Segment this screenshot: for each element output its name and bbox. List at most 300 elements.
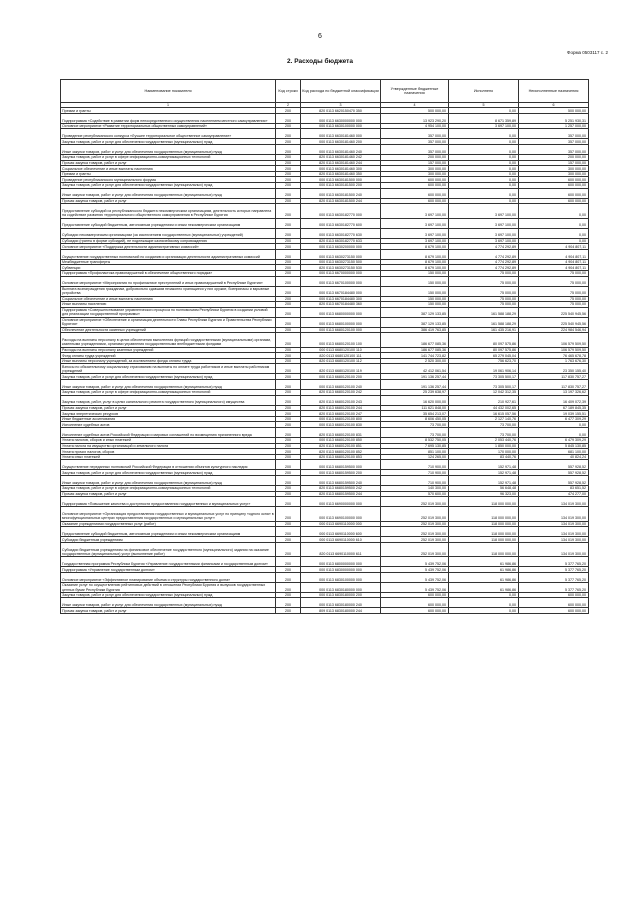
row-done: 170 000,00 [449,449,519,455]
row-kbk: 000 0113 6830180000 240 [301,598,381,608]
row-code: 200 [276,454,301,460]
row-approved: 8 532 750,05 [381,438,449,444]
row-approved: 3 697 100,00 [381,218,449,228]
row-left: 0,00 [519,422,589,428]
row-code: 200 [276,405,301,411]
row-code: 200 [276,592,301,598]
row-left: 600 000,00 [519,177,589,183]
row-name: Уплата налога на имущество организаций и земельного налога [61,443,276,449]
section-title: 2. Расходы бюджета [287,58,353,65]
row-left: 0,00 [519,218,589,228]
row-name: Выплата вознаграждения гражданам, добровольно сдавшим незаконно хранящиеся у них оружие, боеприпасы и взрывные устройства [61,286,276,296]
row-approved: 73 700,00 [381,428,449,438]
row-code: 200 [276,443,301,449]
form-code: Форма 0503117 с. 2 [567,50,608,55]
row-kbk: 000 0113 6690000000 000 [301,497,381,507]
row-done: 0,00 [449,139,519,145]
row-name: Субсидии (гранты в форме субсидий), не подлежащие казначейскому сопровождению [61,238,276,244]
row-approved: 200 000,00 [381,154,449,160]
row-kbk: 820 0113 6680120100 244 [301,405,381,411]
row-name: Подпрограмма «Совершенствование управленческого процесса по полномочиям Республики Бурятия в создании условий для реализации государственной программы» [61,307,276,317]
row-kbk: 000 0113 6680120100 000 [301,327,381,333]
table-row [61,497,589,507]
row-code: 200 [276,608,301,614]
row-left: 300 000,00 [519,171,589,177]
row-code: 200 [276,244,301,250]
row-kbk: 000 0113 6630200000 000 [301,244,381,250]
row-approved: 600 000,00 [381,188,449,198]
row-left: 357 000,00 [519,129,589,139]
row-name: Уплата прочих налогов, сборов [61,449,276,455]
table-row [61,139,589,145]
table-row [61,307,589,317]
row-left: 6 477 309,29 [519,416,589,422]
table-row [61,129,589,139]
row-code: 200 [276,123,301,129]
row-done: 80 097 575,86 [449,347,519,353]
table-row [61,270,589,276]
table-row [61,608,589,614]
table-row [61,475,589,485]
row-name: Прочая закупка товаров, работ и услуг [61,160,276,166]
row-name: Иные закупки товаров, работ и услуг для обеспечения государственных (муниципальных) нужд [61,475,276,485]
row-left: 134 019 300,00 [519,527,589,537]
row-code: 200 [276,270,301,276]
row-left: 16 409 072,39 [519,395,589,405]
row-approved: 387 129 133,85 [381,307,449,317]
row-kbk: 000 0113 6630181500 000 [301,177,381,183]
row-code: 200 [276,598,301,608]
row-left: 117 830 757,27 [519,380,589,390]
row-approved: 8 679 100,00 [381,249,449,259]
header-name: Наименование показателя [61,80,276,103]
row-code: 200 [276,259,301,265]
row-approved: 252 019 300,00 [381,542,449,556]
row-name: Основное мероприятие «Обеспечение и организация деятельности Главы Республики Бурятия и Правительства Республики Бурятия» [61,317,276,327]
row-kbk: 820 0113 6680120100 831 [301,428,381,438]
row-code: 200 [276,144,301,154]
row-done: 44 432 002,65 [449,405,519,411]
row-done: 152 971,48 [449,470,519,476]
row-done: 0,00 [449,608,519,614]
table-row [61,380,589,390]
row-left: 5 377 765,20 [519,567,589,573]
row-code: 200 [276,572,301,582]
table-row [61,364,589,374]
row-kbk: 000 0113 6680120100 200 [301,374,381,380]
row-approved: 600 000,00 [381,182,449,188]
row-kbk: 820 0113 6680120100 242 [301,390,381,396]
row-done: 2 053 440,76 [449,438,519,444]
row-done: 3 697 100,00 [449,123,519,129]
table-row [61,470,589,476]
row-kbk: 820 0113 6680120100 119 [301,364,381,374]
row-name: Основное мероприятие «Развитие территориальных общественных самоуправлений» [61,123,276,129]
row-left: 157 000,00 [519,160,589,166]
row-left: 75 000,00 [519,276,589,286]
row-left: 0,00 [519,204,589,218]
row-approved: 570 600,00 [381,491,449,497]
row-kbk: 000 0113 6630181460 240 [301,144,381,154]
table-row [61,177,589,183]
column-number: 1 [61,103,276,108]
row-approved: 357 000,00 [381,129,449,139]
row-done: 152 971,48 [449,475,519,485]
row-code: 200 [276,521,301,527]
row-code: 200 [276,428,301,438]
column-number: 2 [276,103,301,108]
table-row [61,317,589,327]
row-done: 0,00 [449,166,519,172]
row-left: 357 000,00 [519,139,589,145]
column-number: 3 [301,103,381,108]
table-row [61,244,589,250]
row-kbk: 000 0113 6690110000 000 [301,521,381,527]
row-left: 4 904 807,11 [519,265,589,271]
header-approved: Утвержденные бюджетные назначения [381,80,449,103]
row-code: 200 [276,317,301,327]
row-approved: 357 000,00 [381,144,449,154]
row-code: 200 [276,395,301,405]
row-left: 357 000,00 [519,144,589,154]
row-done: 96 323,00 [449,491,519,497]
row-code: 200 [276,108,301,114]
row-approved: 851 100,00 [381,449,449,455]
table-row [61,395,589,405]
row-name: Закупка товаров, работ и услуг в сфере информационно-коммуникационных технологий [61,154,276,160]
row-left: 75 000,00 [519,302,589,308]
table-row [61,592,589,598]
row-name: Проведение республиканского конкурса «Лучшее территориальное общественное самоуправление» [61,129,276,139]
row-name: Межбюджетные трансферты [61,259,276,265]
row-name: Социальное обеспечение и иные выплаты населению [61,166,276,172]
row-approved: 191 136 257,44 [381,374,449,380]
row-code: 200 [276,507,301,521]
row-kbk: 809 0113 6830180000 244 [301,608,381,614]
row-code: 200 [276,177,301,183]
row-done: 0,00 [449,108,519,114]
row-approved: 600 000,00 [381,198,449,204]
row-done: 75 000,00 [449,270,519,276]
row-kbk: 000 0113 6670184480 000 [301,286,381,296]
row-done: 73 305 500,17 [449,374,519,380]
row-kbk: 820 0113 6630181460 244 [301,160,381,166]
row-left: 4 904 807,11 [519,259,589,265]
row-code: 200 [276,411,301,417]
row-done: 73 305 500,17 [449,380,519,390]
row-approved: 5 439 752,06 [381,572,449,582]
row-left: 0,00 [519,238,589,244]
row-code: 200 [276,333,301,347]
row-code: 200 [276,286,301,296]
row-left: 40 824,24 [519,454,589,460]
table-row [61,358,589,364]
row-left: 600 000,00 [519,198,589,204]
row-code: 200 [276,296,301,302]
row-left: 83 651,52 [519,485,589,491]
row-code: 200 [276,249,301,259]
expenses-table [60,79,589,614]
row-name: Подпрограмма «Управление государственным долгом» [61,567,276,573]
row-left: 600 000,00 [519,182,589,188]
row-kbk: 000 0113 6680120100 240 [301,380,381,390]
row-name: Премии и гранты [61,108,276,114]
row-done: 161 435 216,91 [449,327,519,333]
row-left: 681 100,00 [519,449,589,455]
row-approved: 387 129 133,85 [381,317,449,327]
row-kbk: 000 0113 6680159500 200 [301,470,381,476]
row-approved: 150 000,00 [381,286,449,296]
row-name: Прочая закупка товаров, работ и услуг [61,198,276,204]
row-done: 0,00 [449,182,519,188]
row-approved: 5 439 752,06 [381,582,449,592]
row-kbk: 000 0113 6630181460 200 [301,139,381,145]
row-left: 0,00 [519,228,589,238]
row-approved: 35 654 213,07 [381,411,449,417]
row-approved: 186 677 085,36 [381,333,449,347]
row-left: 0,00 [519,428,589,438]
row-done: 19 061 906,14 [449,364,519,374]
row-code: 200 [276,449,301,455]
row-code: 200 [276,380,301,390]
row-code: 200 [276,302,301,308]
row-left: 75 000,00 [519,270,589,276]
row-done: 210 927,61 [449,395,519,405]
row-kbk: 820 0113 6680120100 852 [301,449,381,455]
row-name: Проведение республиканского муниципального форума [61,177,276,183]
row-left: 600 000,00 [519,608,589,614]
row-done: 161 588 188,29 [449,307,519,317]
row-done: 118 000 000,00 [449,527,519,537]
column-number: 5 [449,103,519,108]
row-done: 118 000 000,00 [449,497,519,507]
row-left: 6 479 309,29 [519,438,589,444]
table-row [61,166,589,172]
row-name: Прочая закупка товаров, работ и услуг [61,405,276,411]
row-code: 200 [276,470,301,476]
header-done: Исполнено [449,80,519,103]
row-kbk: 000 0113 6670000000 000 [301,270,381,276]
row-code: 200 [276,276,301,286]
row-name: Прочая закупка товаров, работ и услуг [61,608,276,614]
row-approved: 500 000,00 [381,108,449,114]
row-approved: 150 000,00 [381,276,449,286]
table-row [61,113,589,123]
row-done: 0,00 [449,144,519,154]
table-row [61,527,589,537]
row-left: 19 039 155,51 [519,411,589,417]
row-name: Иные закупки товаров, работ и услуг для обеспечения государственных (муниципальных) нужд [61,598,276,608]
row-code: 200 [276,527,301,537]
row-done: 3 697 100,00 [449,204,519,218]
row-approved: 600 000,00 [381,177,449,183]
row-name: Основное мероприятие «Поддержка деятельности административных комиссий» [61,244,276,250]
row-done: 0,00 [449,592,519,598]
row-kbk: 820 0113 6680120100 112 [301,358,381,364]
row-kbk: 820 0113 6680120100 853 [301,454,381,460]
row-done: 756 623,70 [449,358,519,364]
table-row [61,507,589,521]
row-left: 4 904 807,11 [519,249,589,259]
row-done: 0,00 [449,160,519,166]
row-approved: 157 000,00 [381,160,449,166]
row-kbk: 000 0113 6690110000 610 [301,537,381,543]
row-left: 557 928,52 [519,475,589,485]
row-name: Фонд оплаты труда учреждений [61,353,276,359]
row-name: Исполнение судебных актов [61,422,276,428]
row-name: Иные закупки товаров, работ и услуг для обеспечения государственных (муниципальных) нужд [61,188,276,198]
row-name: Оказание услуг по осуществлению рейтинговых действий в отношении Республики Бурятия и выпусков государственных ценных бумаг Республики Бурятия [61,582,276,592]
row-approved: 150 000,00 [381,296,449,302]
table-row [61,582,589,592]
row-left: 75 000,00 [519,286,589,296]
row-kbk: 820 0113 6690110000 611 [301,542,381,556]
row-name: Основное мероприятие «Мероприятия по профилактике преступлений и иных правонарушений в Республике Бурятия» [61,276,276,286]
row-approved: 710 900,00 [381,475,449,485]
row-left: 500 000,00 [519,108,589,114]
table-row [61,460,589,470]
row-approved: 141 744 723,82 [381,353,449,359]
row-done: 75 000,00 [449,276,519,286]
table-row [61,428,589,438]
row-kbk: 000 0113 6690110000 600 [301,527,381,537]
row-done: 75 000,00 [449,286,519,296]
row-left: 474 277,00 [519,491,589,497]
row-approved: 8 606 450,05 [381,416,449,422]
row-done: 2 127 140,76 [449,416,519,422]
row-kbk: 000 0113 6830180000 000 [301,582,381,592]
table-row [61,333,589,347]
row-code: 200 [276,166,301,172]
row-name: Премии и гранты [61,171,276,177]
row-code: 200 [276,238,301,244]
row-code: 200 [276,154,301,160]
header-left: Неисполненные назначения [519,80,589,103]
row-left: 600 000,00 [519,592,589,598]
row-approved: 5 439 752,06 [381,557,449,567]
row-left: 224 984 546,94 [519,327,589,333]
row-kbk: 000 0113 6670100000 000 [301,276,381,286]
row-done: 118 000 000,00 [449,537,519,543]
row-done: 75 000,00 [449,296,519,302]
row-kbk: 820 0113 6680120100 247 [301,411,381,417]
table-row [61,572,589,582]
row-left: 134 019 300,00 [519,521,589,527]
row-done: 1 850 000,00 [449,443,519,449]
table-row [61,557,589,567]
row-done: 73 700,00 [449,428,519,438]
row-done: 0,00 [449,154,519,160]
row-done: 4 774 292,89 [449,265,519,271]
row-code: 200 [276,438,301,444]
row-left: 106 579 509,50 [519,333,589,347]
row-left: 75 000,00 [519,296,589,302]
row-left: 5 845 130,85 [519,443,589,449]
row-name: Предоставление субсидий бюджетным, автономным учреждениям и иным некоммерческим организациям [61,218,276,228]
row-code: 200 [276,228,301,238]
row-name: Подпрограмма «Профилактика правонарушений в обеспечение общественного порядка» [61,270,276,276]
row-kbk: 000 0113 6630100000 000 [301,123,381,129]
table-row [61,249,589,259]
row-left: 225 540 945,56 [519,307,589,317]
row-code: 200 [276,307,301,317]
row-done: 61 986,86 [449,582,519,592]
table-row [61,521,589,527]
row-kbk: 000 0113 6630182770 630 [301,228,381,238]
row-name: Расходы на выплаты персоналу казенных учреждений [61,347,276,353]
row-code: 200 [276,160,301,166]
table-row [61,204,589,218]
row-kbk: 820 0113 6630181500 244 [301,198,381,204]
row-approved: 2 520 300,00 [381,358,449,364]
table-row [61,374,589,380]
row-done: 0,00 [449,188,519,198]
row-left: 134 019 300,00 [519,537,589,543]
row-approved: 710 900,00 [381,460,449,470]
row-left: 117 830 757,27 [519,374,589,380]
row-name: Закупка товаров, работ и услуг в сфере информационно-коммуникационных технологий [61,390,276,396]
row-name: Основное мероприятие «Эффективное планирование объема и структуры государственного долга» [61,572,276,582]
header-code: Код строки [276,80,301,103]
row-code: 200 [276,460,301,470]
row-kbk: 820 0113 6630182770 633 [301,238,381,244]
row-kbk: 820 0113 6680120100 243 [301,395,381,405]
row-approved: 150 000,00 [381,270,449,276]
row-done: 75 000,00 [449,302,519,308]
row-done: 61 986,86 [449,567,519,573]
row-kbk: 000 0113 6630181460 300 [301,166,381,172]
table-row [61,296,589,302]
row-left: 5 251 930,31 [519,113,589,123]
row-done: 0,00 [449,598,519,608]
row-left: 300 000,00 [519,166,589,172]
row-name: Закупка товаров, работ и услуг для обеспечения государственных (муниципальных) нужд [61,374,276,380]
row-left: 1 257 000,00 [519,123,589,129]
row-done: 61 986,86 [449,572,519,582]
row-name: Уплата налогов, сборов и иных платежей [61,438,276,444]
table-header-row [61,80,589,103]
row-code: 200 [276,422,301,428]
row-approved: 300 000,00 [381,171,449,177]
row-code: 200 [276,171,301,177]
table-row [61,443,589,449]
row-name: Государственная программа Республики Бурятия «Управление государственными финансами и государственным долгом» [61,557,276,567]
row-code: 200 [276,567,301,573]
row-left: 134 019 300,00 [519,497,589,507]
row-kbk: 820 0113 6630181460 242 [301,154,381,160]
row-done: 56 648,48 [449,485,519,491]
row-done: 161 588 188,29 [449,317,519,327]
row-approved: 16 620 000,00 [381,395,449,405]
row-done: 80 097 575,86 [449,333,519,347]
row-kbk: 820 0113 6630273150 530 [301,265,381,271]
table-row [61,238,589,244]
row-code: 200 [276,497,301,507]
row-done: 3 697 100,00 [449,218,519,228]
row-name: Закупка товаров, работ и услуг для обеспечения государственных (муниципальных) нужд [61,470,276,476]
row-name: Уплата иных платежей [61,454,276,460]
row-approved: 386 419 763,85 [381,327,449,333]
table-row [61,228,589,238]
row-code: 200 [276,113,301,123]
row-name: Закупка товаров, работ и услуг для обеспечения государственных (муниципальных) нужд [61,182,276,188]
row-name: Обеспечение деятельности казенных учреждений [61,327,276,333]
row-left: 557 928,52 [519,460,589,470]
row-code: 200 [276,537,301,543]
row-kbk: 000 0113 6630181500 200 [301,182,381,188]
row-code: 200 [276,218,301,228]
row-kbk: 820 0113 6680120100 111 [301,353,381,359]
